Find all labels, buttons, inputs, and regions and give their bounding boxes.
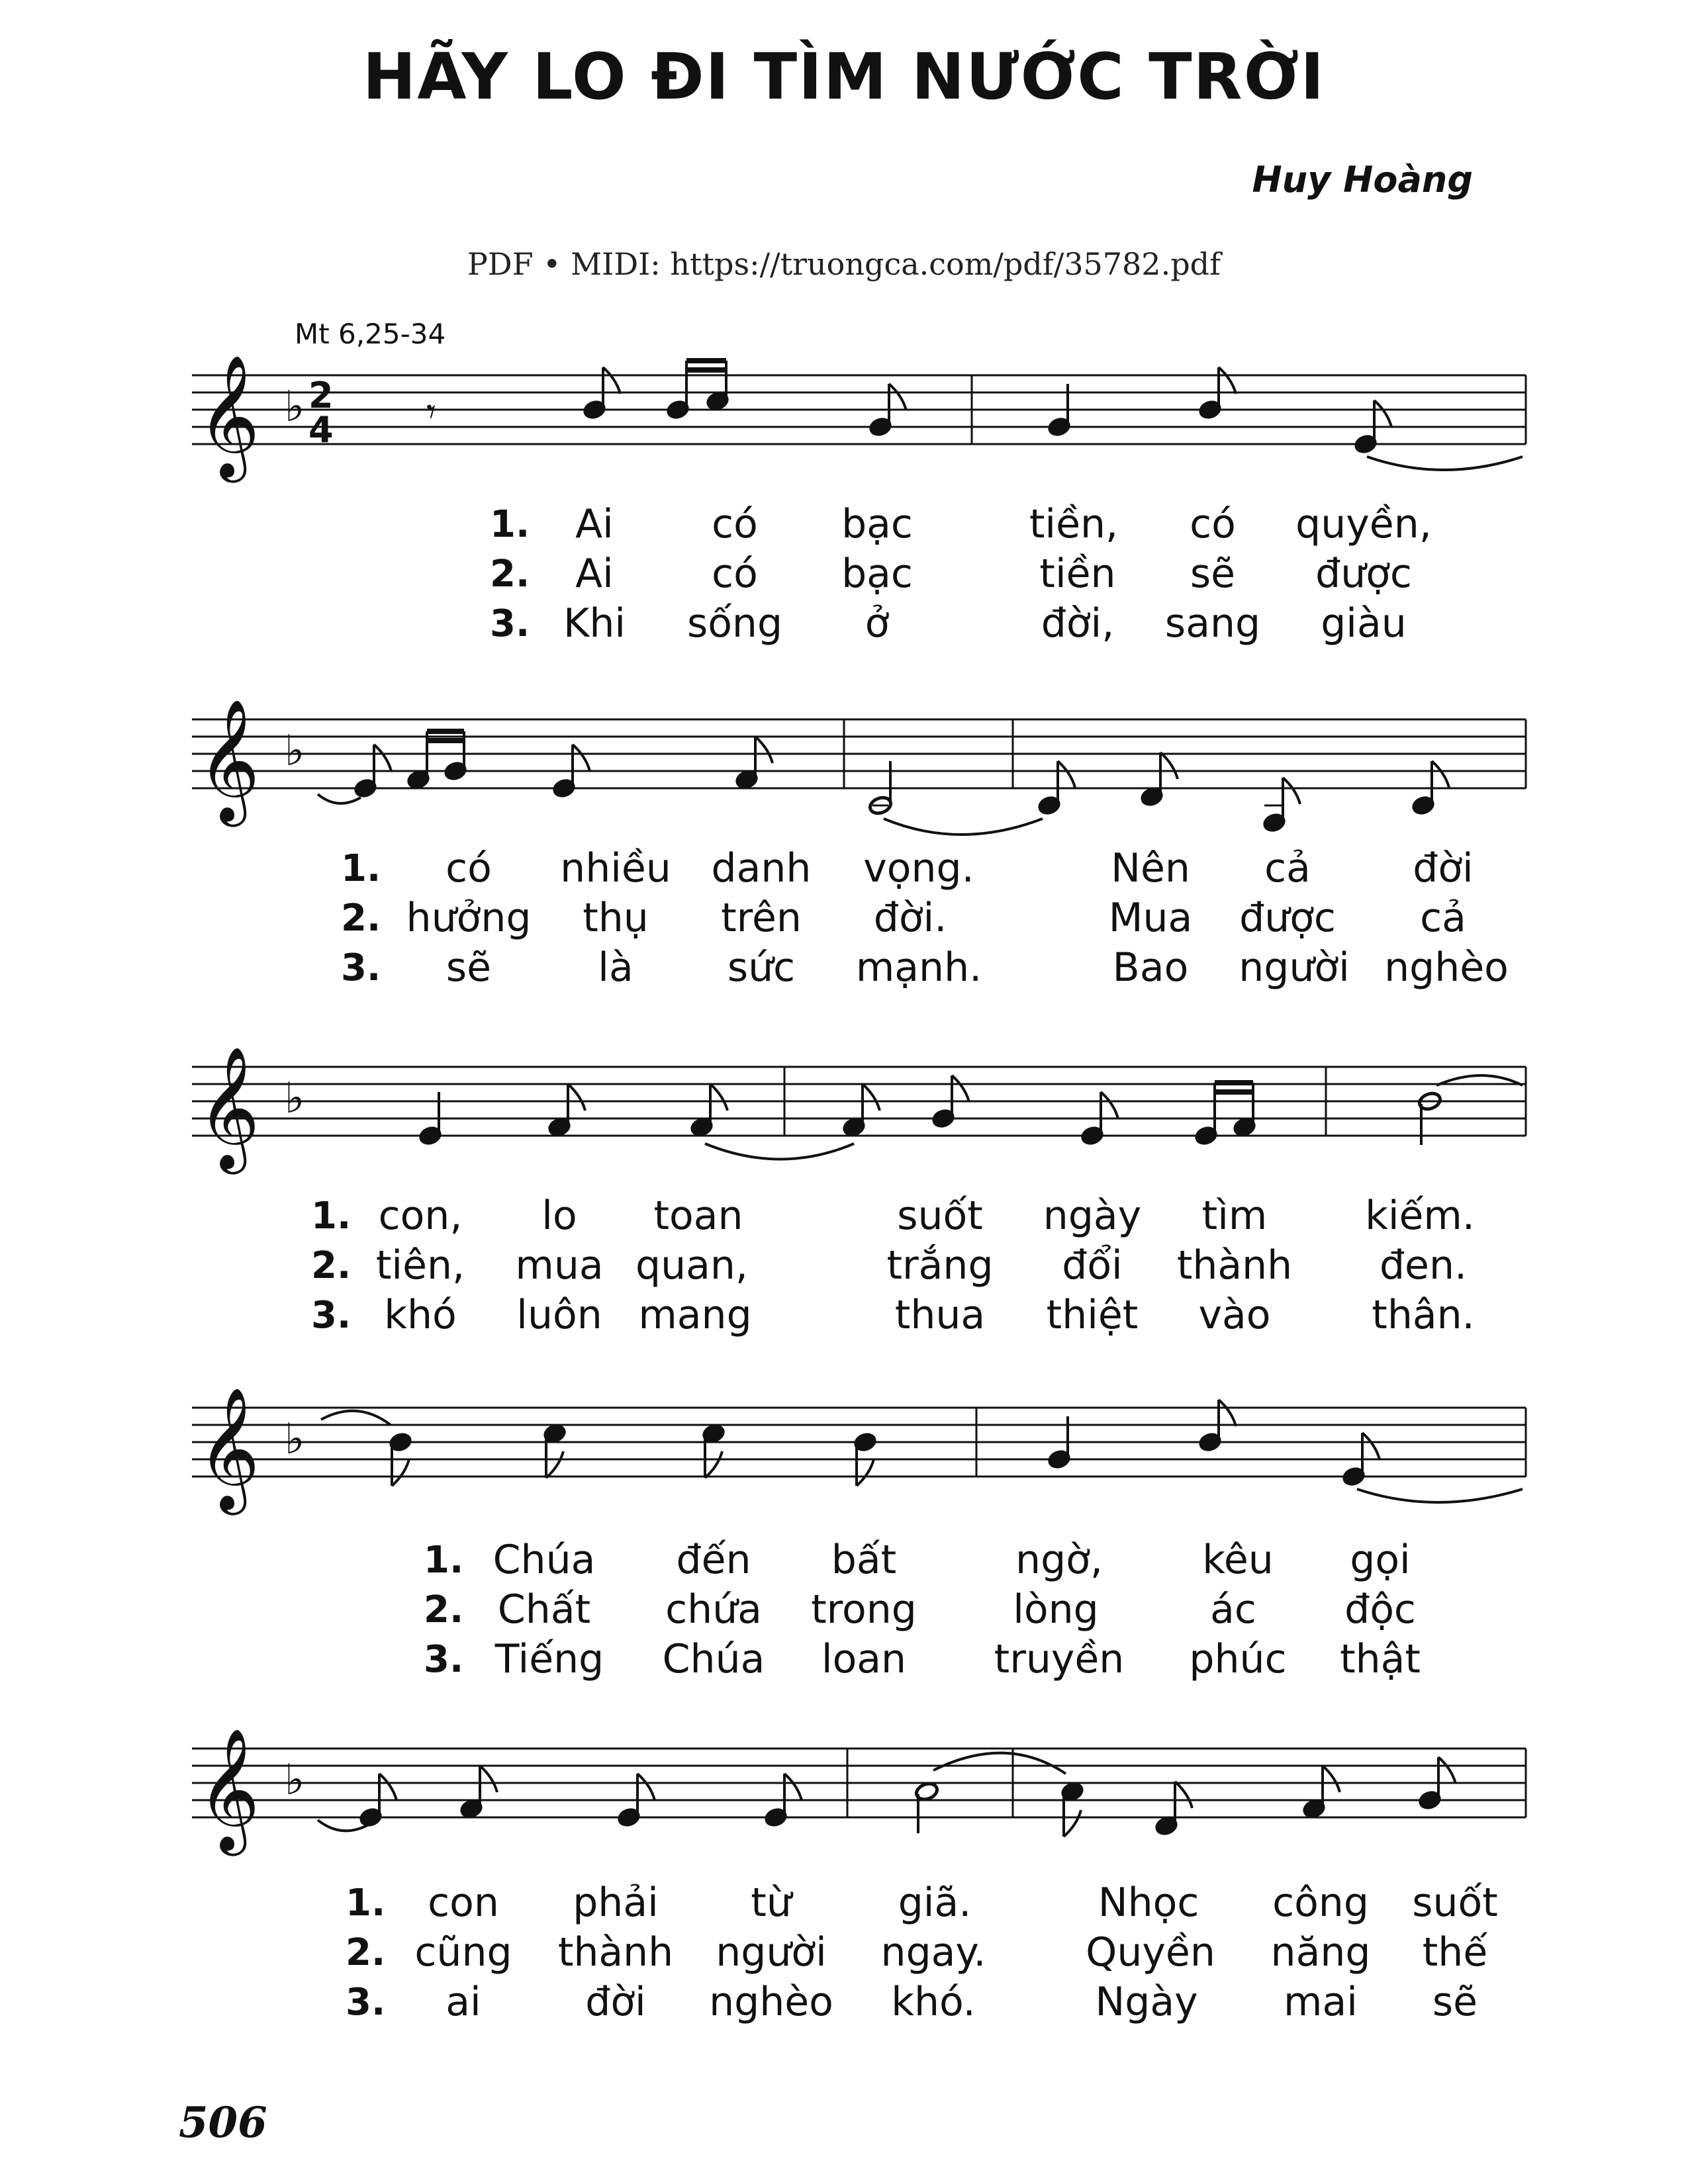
lyrics-block-1 [0,500,1688,659]
lyric-syllable: kêu [1202,1537,1274,1583]
lyric-syllable: lòng [1013,1586,1099,1633]
treble-clef-icon: 𝄞 [197,1045,260,1169]
lyric-syllable: khó [384,1292,457,1338]
lyric-syllable: cả [1264,845,1311,891]
verse-number: 1. [346,1882,386,1925]
lyric-syllable: truyền [994,1636,1125,1682]
time-signature-bottom: 4 [308,409,334,451]
lyric-syllable: ở [865,600,890,647]
lyric-syllable: giàu [1321,600,1407,647]
lyric-syllable: cũng [414,1929,512,1976]
lyric-syllable: Ngày [1095,1979,1198,2025]
verse-number: 1. [311,1195,352,1238]
lyric-syllable: mua [515,1242,604,1289]
lyric-syllable: mang [638,1292,752,1338]
lyric-syllable: bất [831,1537,897,1583]
lyric-syllable: kiếm. [1365,1193,1475,1239]
lyric-syllable: đổi [1062,1242,1123,1289]
lyric-syllable: phúc [1189,1636,1287,1682]
lyric-syllable: Chúa [492,1537,596,1583]
lyric-syllable: Ai [575,501,614,547]
lyric-syllable: quan, [635,1242,748,1289]
lyric-syllable: được [1239,895,1336,941]
lyric-syllable: có [712,551,758,597]
verse-3-line [0,943,1688,993]
lyric-syllable: sống [686,600,783,647]
lyric-syllable: công [1272,1880,1369,1926]
verse-3-line [0,1978,1688,2027]
lyric-syllable: loan [821,1636,907,1682]
lyric-syllable: danh [711,845,812,891]
verse-1-line [0,1878,1688,1928]
lyric-syllable: toan [653,1193,743,1239]
lyric-syllable: độc [1344,1586,1416,1633]
lyric-syllable: tiên, [375,1242,465,1289]
lyric-syllable: sẽ [445,944,492,991]
lyric-syllable: Chất [497,1586,591,1633]
lyric-syllable: phải [573,1880,659,1926]
lyric-syllable: luôn [516,1292,602,1338]
lyric-syllable: thiệt [1046,1292,1139,1338]
tie [318,794,361,803]
lyric-syllable: trắng [886,1242,994,1289]
lyric-syllable: thụ [583,895,649,941]
lyric-syllable: Ai [575,551,614,597]
tie [1367,457,1523,470]
lyric-syllable: người [1239,944,1350,991]
lyric-syllable: hưởng [406,895,532,941]
lyric-syllable: thành [557,1929,674,1976]
lyric-syllable: mai [1284,1979,1358,2025]
verse-1-line [0,1535,1688,1585]
lyric-syllable: nghèo [1384,944,1509,991]
verse-3-line [0,1635,1688,1684]
verse-2-line [0,893,1688,943]
lyric-syllable: vọng. [863,845,974,891]
lyrics-block-3 [0,1191,1688,1350]
lyric-syllable: tiền [1039,551,1116,597]
music-staff-4 [0,1386,1688,1525]
lyric-syllable: đen. [1379,1242,1468,1289]
lyric-syllable: suốt [1412,1880,1498,1926]
verse-number: 2. [346,1931,386,1974]
treble-clef-icon: 𝄞 [197,1727,260,1850]
music-staff-3 [0,1045,1688,1185]
lyric-syllable: tiền, [1029,501,1119,547]
tie [884,819,1043,835]
lyric-syllable: từ [751,1880,792,1926]
lyric-syllable: đến [676,1537,751,1583]
verse-number: 1. [341,847,381,890]
lyric-syllable: là [598,944,633,991]
lyrics-block-2 [0,844,1688,1003]
lyric-syllable: ai [445,1979,481,2025]
verse-3-line [0,1291,1688,1340]
verse-number: 3. [341,946,381,989]
lyric-syllable: mạnh. [855,944,982,991]
verse-2-line [0,1241,1688,1291]
lyric-syllable: ác [1210,1586,1256,1633]
lyric-syllable: con, [378,1193,463,1239]
lyrics-block-5 [0,1878,1688,2037]
music-staff-1 [0,353,1688,493]
lyric-syllable: suốt [897,1193,983,1239]
composer-name: Huy Hoàng [1252,159,1473,201]
lyric-syllable: thật [1340,1636,1421,1682]
lyric-syllable: sang [1164,600,1261,647]
lyric-syllable: Khi [563,600,626,647]
lyric-syllable: nghèo [709,1979,833,2025]
lyric-syllable: có [712,501,758,547]
lyric-syllable: chứa [665,1586,762,1633]
lyric-syllable: sẽ [1190,551,1236,597]
verse-2-line [0,549,1688,599]
music-staff-2 [0,698,1688,837]
source-link[interactable]: PDF • MIDI: https://truongca.com/pdf/35782.pdf [467,246,1221,282]
lyric-syllable: thân. [1372,1292,1475,1338]
lyric-syllable: Quyền [1086,1929,1215,1976]
lyric-syllable: thế [1422,1929,1488,1976]
verse-number: 2. [341,897,381,940]
verse-3-line [0,599,1688,649]
lyric-syllable: được [1315,551,1412,597]
lyric-syllable: nhiều [560,845,671,891]
lyric-syllable: con [428,1880,499,1926]
lyric-syllable: đời, [1041,600,1115,647]
verse-number: 2. [490,553,530,596]
lyric-syllable: có [445,845,492,891]
lyric-syllable: sức [727,944,796,991]
lyric-syllable: cả [1420,895,1466,941]
eighth-rest-icon: 𝄾 [426,390,436,433]
flat-icon: ♭ [285,727,305,776]
tie [321,1411,391,1425]
lyric-syllable: bạc [841,501,913,547]
verse-number: 3. [490,602,530,645]
verse-number: 2. [311,1244,352,1287]
verse-number: 1. [490,503,530,546]
lyric-syllable: quyền, [1295,501,1432,547]
lyric-syllable: ngày [1043,1193,1142,1239]
scripture-reference: Mt 6,25-34 [295,318,446,350]
lyric-syllable: Tiếng [494,1636,604,1682]
flat-icon: ♭ [285,1756,305,1805]
lyric-syllable: tìm [1201,1193,1268,1239]
lyric-syllable: Chúa [662,1636,765,1682]
song-title: HÃY LO ĐI TÌM NƯỚC TRỜI [362,40,1326,114]
tie [933,1753,1066,1774]
verse-2-line [0,1585,1688,1635]
treble-clef-icon: 𝄞 [197,1386,260,1510]
lyric-syllable: khó. [891,1979,976,2025]
lyric-syllable: ngay. [880,1929,986,1976]
music-staff-5 [0,1727,1688,1866]
lyric-syllable: Mua [1108,895,1193,941]
lyric-syllable: có [1190,501,1236,547]
verse-number: 3. [311,1294,352,1337]
lyric-syllable: đời [585,1979,646,2025]
verse-number: 2. [424,1588,464,1631]
lyric-syllable: giã. [898,1880,972,1926]
lyric-syllable: thành [1176,1242,1293,1289]
lyrics-block-4 [0,1535,1688,1694]
verse-number: 3. [346,1981,386,2024]
time-signature-top: 2 [308,375,334,416]
page-number: 506 [179,2098,267,2148]
verse-1-line [0,1191,1688,1241]
lyric-syllable: trên [721,895,802,941]
treble-clef-icon: 𝄞 [197,698,260,821]
lyric-syllable: Nên [1111,845,1190,891]
tie [1357,1489,1523,1502]
svg-text:𝄞: 𝄞 [197,353,260,477]
verse-number: 3. [424,1638,464,1681]
lyric-syllable: năng [1270,1929,1371,1976]
flat-icon: ♭ [285,1074,305,1123]
verse-2-line [0,1928,1688,1978]
tie [705,1144,854,1160]
lyric-syllable: vào [1198,1292,1271,1338]
verse-1-line [0,844,1688,893]
lyric-syllable: trong [811,1586,917,1633]
lyric-syllable: gọi [1350,1537,1411,1583]
verse-1-line [0,500,1688,549]
verse-number: 1. [424,1539,464,1582]
lyric-syllable: người [716,1929,827,1976]
flat-icon: ♭ [285,1415,305,1464]
lyric-syllable: ngờ, [1015,1537,1103,1583]
lyric-syllable: sẽ [1432,1979,1478,2025]
lyric-syllable: lo [541,1193,577,1239]
lyric-syllable: đời. [873,895,947,941]
lyric-syllable: đời [1413,845,1474,891]
lyric-syllable: bạc [841,551,913,597]
treble-clef-icon [197,353,260,483]
lyric-syllable: Bao [1112,944,1189,991]
tie [318,1820,367,1831]
lyric-syllable: thua [894,1292,986,1338]
flat-icon: ♭ [285,383,305,432]
lyric-syllable: Nhọc [1098,1880,1199,1926]
